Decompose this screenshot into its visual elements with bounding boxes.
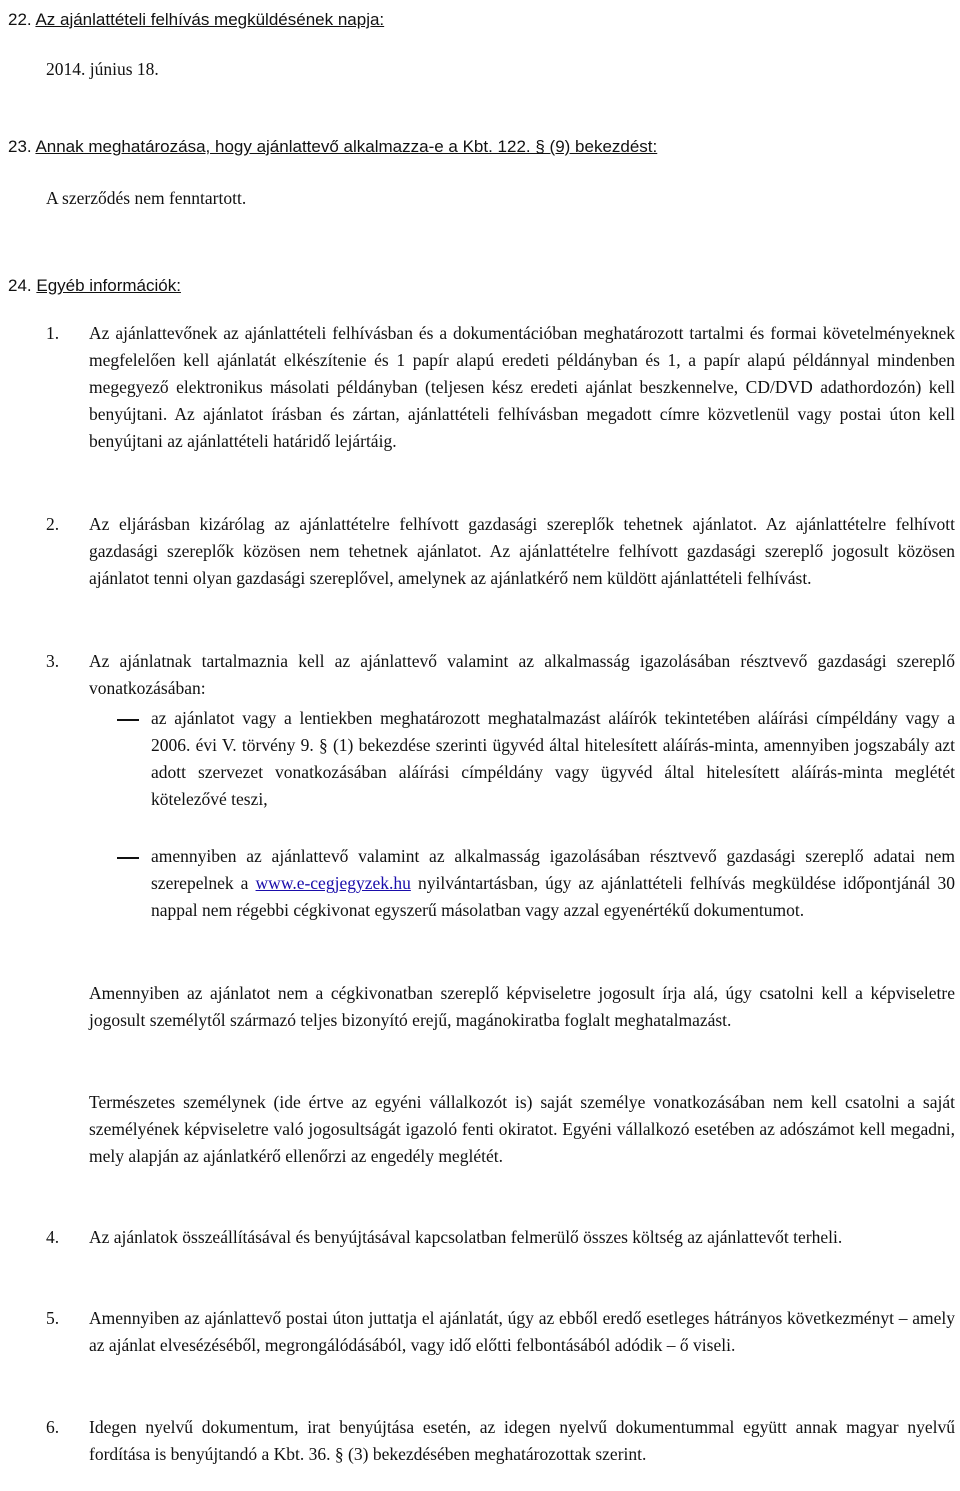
section-title: Egyéb információk: [36, 276, 181, 295]
section-23-heading [8, 133, 657, 160]
section-23-value: A szerződés nem fenntartott. [46, 188, 247, 208]
e-cegjegyzek-link[interactable]: www.e-cegjegyzek.hu [255, 873, 411, 893]
item-number: 2. [46, 514, 60, 534]
section-24-heading [8, 272, 181, 299]
item-1-text: Az ajánlattevőnek az ajánlattételi felhívásban és a dokumentációban meghatározott tartalmi és formai követelményeknek megfelelően kell ajánlatát elkészítenie és 1 papír alapú eredeti példányban és 1, a papír alapú példánnyal mindenben megegyező elektronikus másolati példányban (teljesen kész eredeti ajánlat beszkennelve, CD/DVD adathordozón) kell benyújtani. Az ajánlatot írásban és zártan, ajánlattételi felhívásban megadott címre közvetlenül vagy postai úton kell benyújtani az ajánlattételi határidő lejártáig. [89, 323, 955, 451]
section-title: Annak meghatározása, hogy ajánlattevő alkalmazza-e a Kbt. 122. § (9) bekezdést: [35, 137, 658, 156]
section-title: Az ajánlattételi felhívás megküldésének napja: [35, 10, 385, 29]
dash-item-1: az ajánlatot vagy a lentiekben meghatározott meghatalmazást aláírók tekintetében aláírási címpéldány vagy a 2006. évi V. törvény 9. § (1) bekezdése szerinti ügyvéd által hitelesített aláírás-minta, amennyiben jogszabály azt adott szervezet vonatkozásában aláírási címpéldány vagy ügyvéd által hitelesített aláírás-minta meglétét kötelezővé teszi, [151, 708, 955, 809]
item-4-text: Az ajánlatok összeállításával és benyújtásával kapcsolatban felmerülő összes költség az ajánlattevőt terheli. [89, 1227, 843, 1247]
section-22-heading [8, 6, 384, 33]
item-number: 4. [46, 1227, 60, 1247]
item-number: 6. [46, 1417, 60, 1437]
dash-bullet [117, 857, 139, 859]
section-number: 24. [8, 276, 32, 295]
paragraph-representation: Amennyiben az ajánlatot nem a cégkivonatban szereplő képviseletre jogosult írja alá, úgy csatolni kell a képviseletre jogosult személytől származó teljes bizonyító erejű, magánokiratba foglalt meghatalmazást. [89, 983, 955, 1030]
item-2-text: Az eljárásban kizárólag az ajánlattételre felhívott gazdasági szereplők tehetnek ajánlatot. Az ajánlattételre felhívott gazdasági szereplők közösen nem tehetnek ajánlatot. Az ajánlattételre felhívott gazdasági szereplő jogosult közösen ajánlatot tenni olyan gazdasági szereplővel, amelynek az ajánlatkérő nem küldött ajánlattételi felhívást. [89, 514, 955, 588]
section-22-value: 2014. június 18. [46, 59, 159, 79]
dash-item-2: amennyiben az ajánlattevő valamint az alkalmasság igazolásában résztvevő gazdasági szereplő adatai nem szerepelnek a www.e-cegjegyzek.hu nyilvántartásban, úgy az ajánlattételi felhívás megküldése időpontjánál 30 nappal nem régebbi cégkivonat egyszerű másolatban vagy azzal egyenértékű dokumentumot. [151, 846, 956, 920]
section-number: 22. [8, 10, 32, 29]
item-3-text: Az ajánlatnak tartalmaznia kell az ajánlattevő valamint az alkalmasság igazolásában résztvevő gazdasági szereplő vonatkozásában: [89, 651, 955, 698]
dash-bullet [117, 719, 139, 721]
item-number: 5. [46, 1308, 60, 1328]
item-6-text: Idegen nyelvű dokumentum, irat benyújtása esetén, az idegen nyelvű dokumentummal együtt annak magyar nyelvű fordítása is benyújtandó a Kbt. 36. § (3) bekezdésében meghatározottak szerint. [89, 1417, 955, 1464]
item-number: 1. [46, 323, 60, 343]
item-5-text: Amennyiben az ajánlattevő postai úton juttatja el ajánlatát, úgy az ebből eredő esetleges hátrányos következményt – amely az ajánlat elvesézéséből, megrongálódásából, vagy idő előtti felbontásából adódik – ő viseli. [89, 1308, 955, 1355]
paragraph-natural-person: Természetes személynek (ide értve az egyéni vállalkozót is) saját személye vonatkozásában nem kell csatolni a saját személyének képviseletre való jogosultságát igazoló fenti okiratot. Egyéni vállalkozó esetében az adószámot kell megadni, mely alapján az ajánlatkérő ellenőrzi az engedély meglétét. [89, 1092, 955, 1166]
item-number: 3. [46, 651, 60, 671]
section-number: 23. [8, 137, 32, 156]
